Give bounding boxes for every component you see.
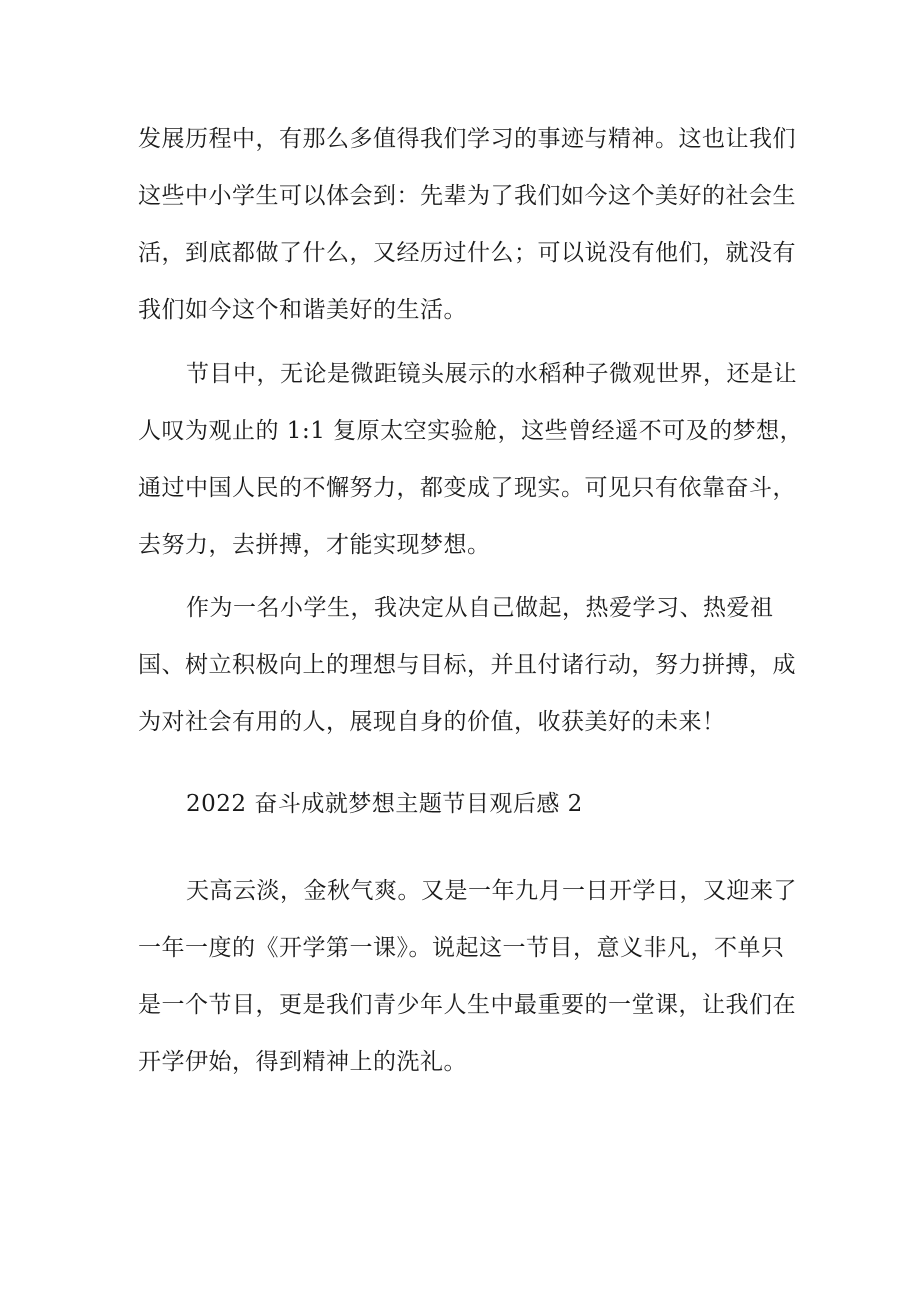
- paragraph-4: [138, 863, 798, 1091]
- paragraph-line: 作为一名小学生，我决定从自己做起，热爱学习、热爱祖: [186, 595, 774, 621]
- paragraph-line: 一年一度的《开学第一课》。说起这一节目，意义非凡，不单只: [138, 935, 785, 961]
- paragraph-line: 开学伊始，得到精神上的洗礼。: [138, 1049, 467, 1075]
- paragraph-line: 人叹为观止的 1:1 复原太空实验舱，这些曾经遥不可及的梦想，: [138, 418, 804, 444]
- paragraph-line: 活，到底都做了什么，又经历过什么；可以说没有他们，就没有: [138, 240, 796, 266]
- paragraph-line: 节目中，无论是微距镜头展示的水稻种子微观世界，还是让: [186, 361, 797, 387]
- paragraph-line: 这些中小学生可以体会到：先辈为了我们如今这个美好的社会生: [138, 183, 796, 209]
- paragraph-line: 通过中国人民的不懈努力，都变成了现实。可见只有依靠奋斗，: [138, 475, 796, 501]
- paragraph-3: [138, 580, 798, 751]
- paragraph-line: 发展历程中，有那么多值得我们学习的事迹与精神。这也让我们: [138, 126, 796, 152]
- section-heading: 2022 奋斗成就梦想主题节目观后感 2: [186, 791, 583, 817]
- paragraph-line: 为对社会有用的人，展现自身的价值，收获美好的未来！: [138, 709, 726, 735]
- paragraph-line: 我们如今这个和谐美好的生活。: [138, 297, 467, 323]
- paragraph-line: 国、树立积极向上的理想与目标，并且付诸行动，努力拼搏，成: [138, 652, 796, 678]
- paragraph-2: [138, 346, 804, 574]
- paragraph-line: 天高云淡，金秋气爽。又是一年九月一日开学日，又迎来了: [186, 878, 797, 904]
- paragraph-line: 是一个节目，更是我们青少年人生中最重要的一堂课，让我们在: [138, 992, 796, 1018]
- paragraph-line: 去努力，去拼搏，才能实现梦想。: [138, 532, 491, 558]
- paragraph-1: [138, 111, 798, 339]
